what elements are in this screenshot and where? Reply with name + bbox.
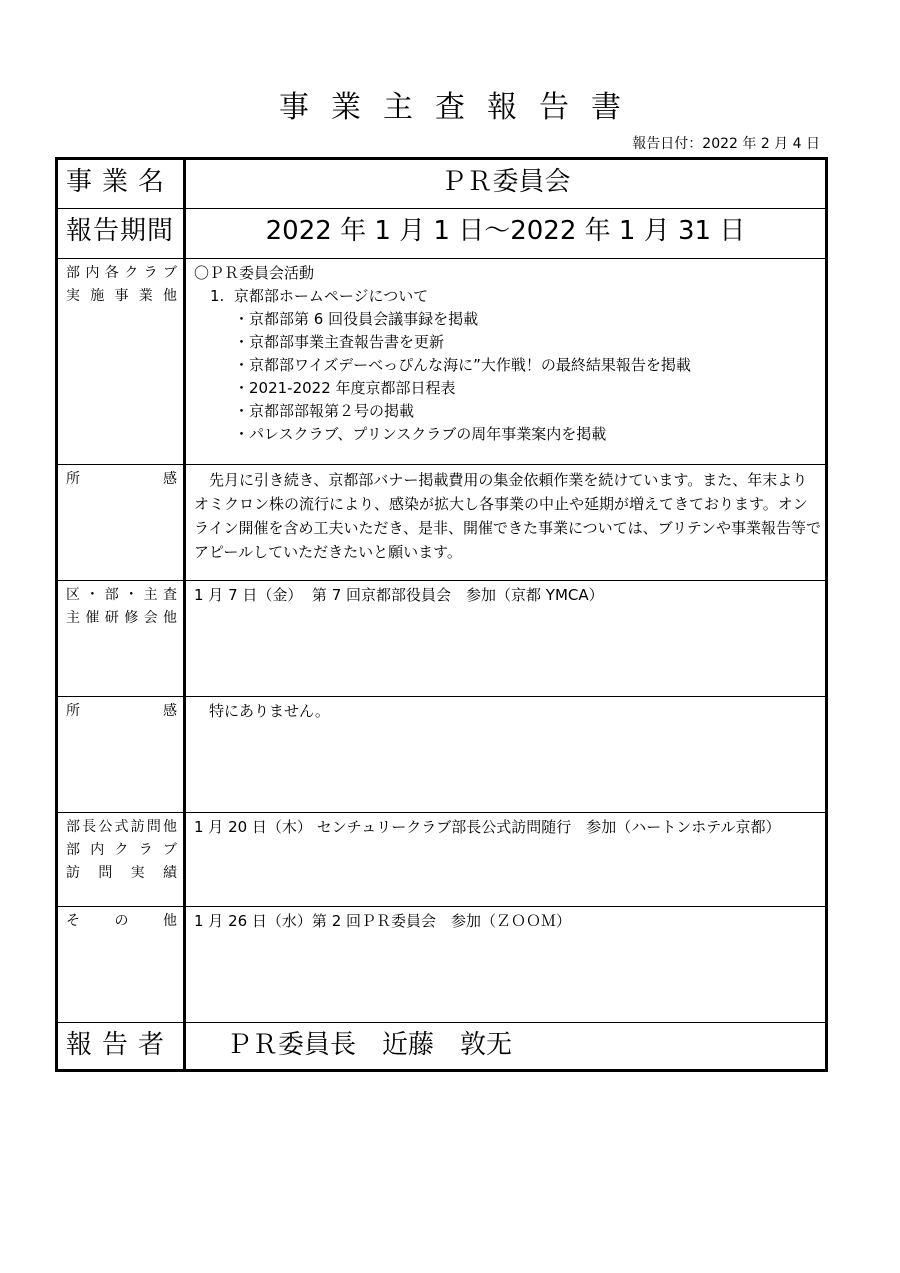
row-district-training xyxy=(57,581,827,697)
label-impression-1: 所 感 xyxy=(66,471,177,487)
row-impression-2 xyxy=(57,697,827,813)
row-reporter xyxy=(57,1023,827,1071)
report-date: 報告日付：2022 年 2 月 4 日 xyxy=(632,136,820,152)
value-project-name: ＰＲ委員会 xyxy=(440,167,571,197)
row-other xyxy=(57,907,827,1023)
value-period: 2022 年 1 月 1 日～2022 年 1 月 31 日 xyxy=(265,216,746,246)
label-district-training: 区・部・主査 主催研修会他 xyxy=(66,587,177,626)
value-reporter: ＰＲ委員長 近藤 敦无 xyxy=(226,1030,513,1060)
row-project-name xyxy=(57,159,827,209)
label-reporter: 報告者 xyxy=(66,1030,175,1060)
row-period xyxy=(57,209,827,259)
club-activities-content xyxy=(186,259,825,446)
label-club-activities: 部内各クラブ 実施事業他 xyxy=(66,265,177,304)
label-project-name: 事業名 xyxy=(66,167,175,197)
impression-1-text: 先月に引き続き、京都部バナー掲載費用の集金依頼作業を続けています。また、年末よりオミクロン株の流行により、感染が拡大し各事業の中止や延期が増えてきております。オンライン開催を含め工夫いただき、是非、開催できた事業については、ブリテンや事業報告等でアピールしていただきたいと願います。 xyxy=(194,471,822,561)
label-period: 報告期間 xyxy=(66,216,175,246)
other-text: 1 月 26 日（水）第 2 回ＰＲ委員会 参加（ＺＯＯＭ） xyxy=(194,912,572,930)
list-item: ・パレスクラブ、プリンスクラブの周年事業案内を掲載 xyxy=(234,425,607,443)
row-official-visits xyxy=(57,813,827,907)
activity-item-1: 1. 京都部ホームページについて xyxy=(210,287,429,305)
activity-heading: 〇ＰＲ委員会活動 xyxy=(194,264,315,282)
label-impression-2: 所 感 xyxy=(66,703,177,719)
list-item: ・2021-2022 年度京都部日程表 xyxy=(234,379,456,397)
document-title: 事業主査報告書 xyxy=(279,90,643,125)
list-item: ・京都部事業主査報告書を更新 xyxy=(234,333,445,351)
list-item: ・京都部部報第２号の掲載 xyxy=(234,402,415,420)
list-item: ・京都部ワイズデーべっぴんな海に”大作戦！の最終結果報告を掲載 xyxy=(234,356,691,374)
official-visits-text: 1 月 20 日（木） センチュリークラブ部長公式訪問随行 参加（ハートンホテル京都） xyxy=(194,818,781,836)
district-training-text: 1 月 7 日（金） 第 7 回京都部役員会 参加（京都 YMCA） xyxy=(194,586,604,604)
report-form xyxy=(55,157,828,1072)
row-impression-1 xyxy=(57,465,827,581)
impression-2-text: 特にありません。 xyxy=(194,702,330,720)
label-official-visits: 部長公式訪問他 部内クラブ 訪問実績 xyxy=(66,819,177,881)
list-item: ・京都部第 6 回役員会議事録を掲載 xyxy=(234,310,479,328)
row-club-activities xyxy=(57,259,827,465)
label-other: そ の 他 xyxy=(66,913,177,929)
